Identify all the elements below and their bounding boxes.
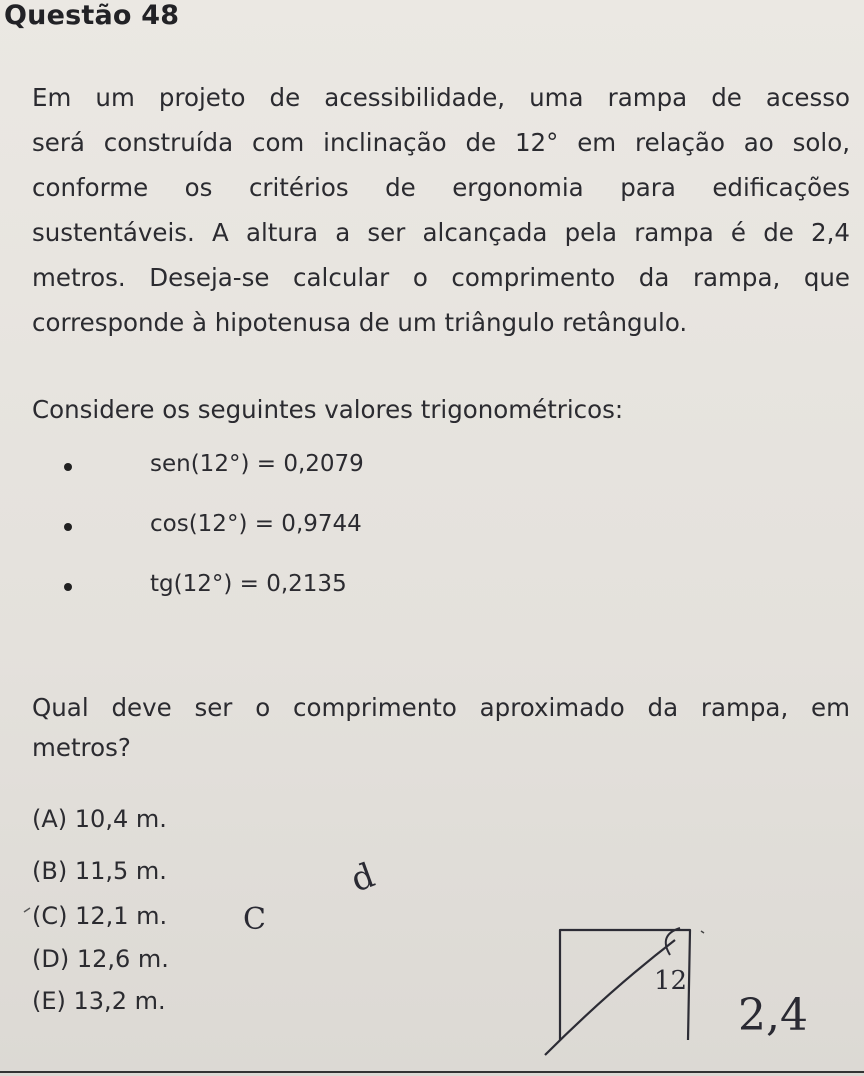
statement-line: Em um projeto de acessibilidade, uma rampa de acesso xyxy=(32,83,850,112)
question-statement xyxy=(32,75,850,345)
trig-item-tg xyxy=(0,567,600,607)
small-mark xyxy=(701,931,704,933)
option-b[interactable]: (B) 11,5 m. xyxy=(32,857,167,885)
trig-item-cos xyxy=(0,507,600,547)
handwritten-d: d xyxy=(345,855,380,901)
trig-item-sen xyxy=(0,447,600,487)
option-c[interactable]: (C) 12,1 m. xyxy=(32,902,168,930)
hypotenuse-line xyxy=(545,940,675,1055)
statement-line: metros. Deseja-se calcular o comprimento da rampa, que xyxy=(32,263,850,292)
question-title: Questão 48 xyxy=(4,0,180,31)
prompt-line: metros? xyxy=(32,733,131,762)
question-prompt xyxy=(32,688,850,768)
trig-value: tg(12°) = 0,2135 xyxy=(150,571,347,597)
handwritten-height: 2,4 xyxy=(738,990,808,1041)
handwritten-angle: 12 xyxy=(654,966,688,996)
option-e[interactable]: (E) 13,2 m. xyxy=(32,987,166,1015)
consider-text: Considere os seguintes valores trigonométricos: xyxy=(32,395,624,424)
option-d[interactable]: (D) 12,6 m. xyxy=(32,945,169,973)
trig-value: cos(12°) = 0,9744 xyxy=(150,511,362,537)
bullet-icon xyxy=(64,523,72,531)
handwritten-c: C xyxy=(243,902,266,937)
trig-value: sen(12°) = 0,2079 xyxy=(150,451,364,477)
bullet-icon xyxy=(64,463,72,471)
tick-mark xyxy=(24,908,30,912)
option-a[interactable]: (A) 10,4 m. xyxy=(32,805,167,833)
statement-line: será construída com inclinação de 12° em relação ao solo, xyxy=(32,128,850,157)
statement-line: corresponde à hipotenusa de um triângulo retângulo. xyxy=(32,308,688,337)
statement-line: conforme os critérios de ergonomia para edificações xyxy=(32,173,850,202)
angle-arc xyxy=(666,928,680,955)
prompt-line: Qual deve ser o comprimento aproximado da rampa, em xyxy=(32,693,850,722)
statement-line: sustentáveis. A altura a ser alcançada pela rampa é de 2,4 xyxy=(32,218,850,247)
bullet-icon xyxy=(64,583,72,591)
